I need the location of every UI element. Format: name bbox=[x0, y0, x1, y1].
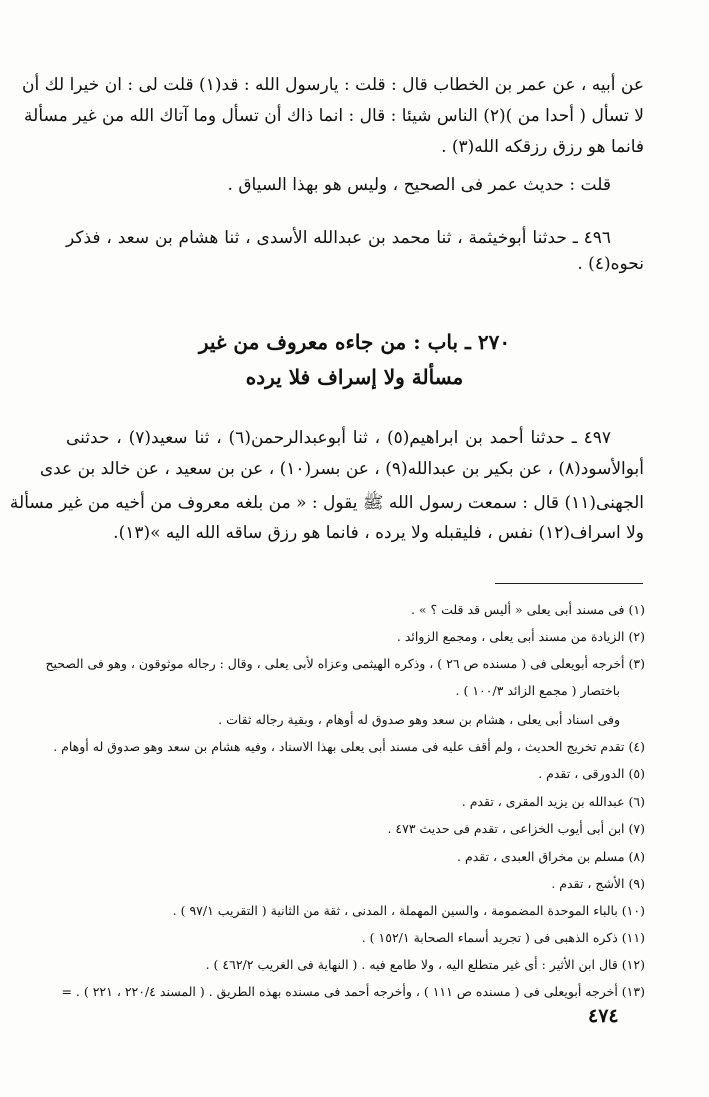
footnote: (١١) ذكره الذهبى فى ( تجريد أسماء الصحابة ١٥٢/١ ) . bbox=[361, 930, 645, 945]
footnote: (٤) تقدم تخريج الحديث ، ولم أقف عليه فى مسند أبى يعلى بهذا الاسناد ، وفيه هشام بن سعد وهو صدوق له أوهام . bbox=[53, 739, 645, 754]
footnote: (٧) ابن أبى أيوب الخزاعى ، تقدم فى حديث ٤٧٣ . bbox=[387, 821, 645, 836]
hadith-496-line: ٤٩٦ ـ حدثنا أبوخيثمة ، ثنا محمد بن عبدالله الأسدى ، ثنا هشام بن سعد ، فذكر bbox=[66, 228, 611, 248]
footnote: (٣) أخرجه أبويعلى فى ( مسنده ص ٢٦ ) ، وذكره الهيثمى وعزاه لأبى يعلى ، وقال : رجاله موثوقون ، وهو فى الصحيح bbox=[45, 656, 645, 671]
footnote: (٦) عبدالله بن يزيد المقرى ، تقدم . bbox=[461, 794, 645, 809]
footnote-divider bbox=[495, 583, 643, 584]
footnote: (٥) الدورقى ، تقدم . bbox=[538, 766, 645, 781]
footnote-continuation: وفى اسناد أبى يعلى ، هشام بن سعد وهو صدوق له أوهام ، وبقية رجاله ثقات . bbox=[218, 712, 620, 727]
footnote: (١٢) قال ابن الأثير : أى غير متطلع اليه ، ولا طامع فيه . ( النهاية فى الغريب ٤٦٢/٢ ) . bbox=[205, 957, 645, 972]
footnote-continuation: باختصار ( مجمع الزائد ١٠٠/٣ ) . bbox=[455, 683, 620, 698]
text-line: قلت : حديث عمر فى الصحيح ، وليس هو بهذا السياق . bbox=[227, 175, 611, 195]
footnote: (٩) الأشج ، تقدم . bbox=[551, 876, 645, 891]
footnote: (١٣) أخرجه أبويعلى فى ( مسنده ص ١١١ ) ، وأخرجه أحمد فى مسنده بهذه الطريق . ( المسند ٢٢٠/٤ ، ٢٢١ ) . = bbox=[61, 984, 645, 999]
chapter-heading: ٢٧٠ ـ باب : من جاءه معروف من غير bbox=[198, 330, 511, 354]
text-line: لا تسأل ( أحدا من )(٢) الناس شيئا : قال : انما ذاك أن تسأل وما آتاك الله من غير مسألة bbox=[24, 106, 644, 126]
footnote: (١٠) بالباء الموحدة المضمومة ، والسين المهملة ، المدنى ، ثقة من الثانية ( التقريب ٩٧/١ ) . bbox=[172, 903, 645, 918]
chapter-heading-subtitle: مسألة ولا إسراف فلا يرده bbox=[245, 365, 464, 389]
footnote: (١) فى مسند أبى يعلى « أليس قد قلت ؟ » . bbox=[410, 602, 645, 617]
text-line: فانما هو رزق رزقكه الله(٣) . bbox=[441, 137, 644, 157]
footnote: (٨) مسلم بن مخراق العبدى ، تقدم . bbox=[457, 849, 645, 864]
text-line: أبوالأسود(٨) ، عن بكير بن عبدالله(٩) ، عن بسر(١٠) ، عن بن سعيد ، عن خالد بن عدى bbox=[39, 459, 644, 479]
footnote: (٢) الزيادة من مسند أبى يعلى ، ومجمع الزوائد . bbox=[396, 629, 645, 644]
text-line: الجهنى(١١) قال : سمعت رسول الله ﷺ يقول : « من بلغه معروف من أخيه من غير مسألة bbox=[9, 493, 644, 513]
text-line: ولا اسراف(١٢) نفس ، فليقبله ولا يرده ، فانما هو رزق ساقه الله اليه »(١٣). bbox=[113, 523, 644, 543]
page-number: ٤٧٤ bbox=[588, 1005, 619, 1027]
text-line: نحوه(٤) . bbox=[577, 254, 644, 274]
text-line: عن أبيه ، عن عمر بن الخطاب قال : قلت : يارسول الله : قد(١) قلت لى : ان خيرا لك أن bbox=[22, 75, 644, 95]
hadith-497-line: ٤٩٧ ـ حدثنا أحمد بن ابراهيم(٥) ، ثنا أبوعبدالرحمن(٦) ، ثنا سعيد(٧) ، حدثنى bbox=[66, 428, 611, 448]
